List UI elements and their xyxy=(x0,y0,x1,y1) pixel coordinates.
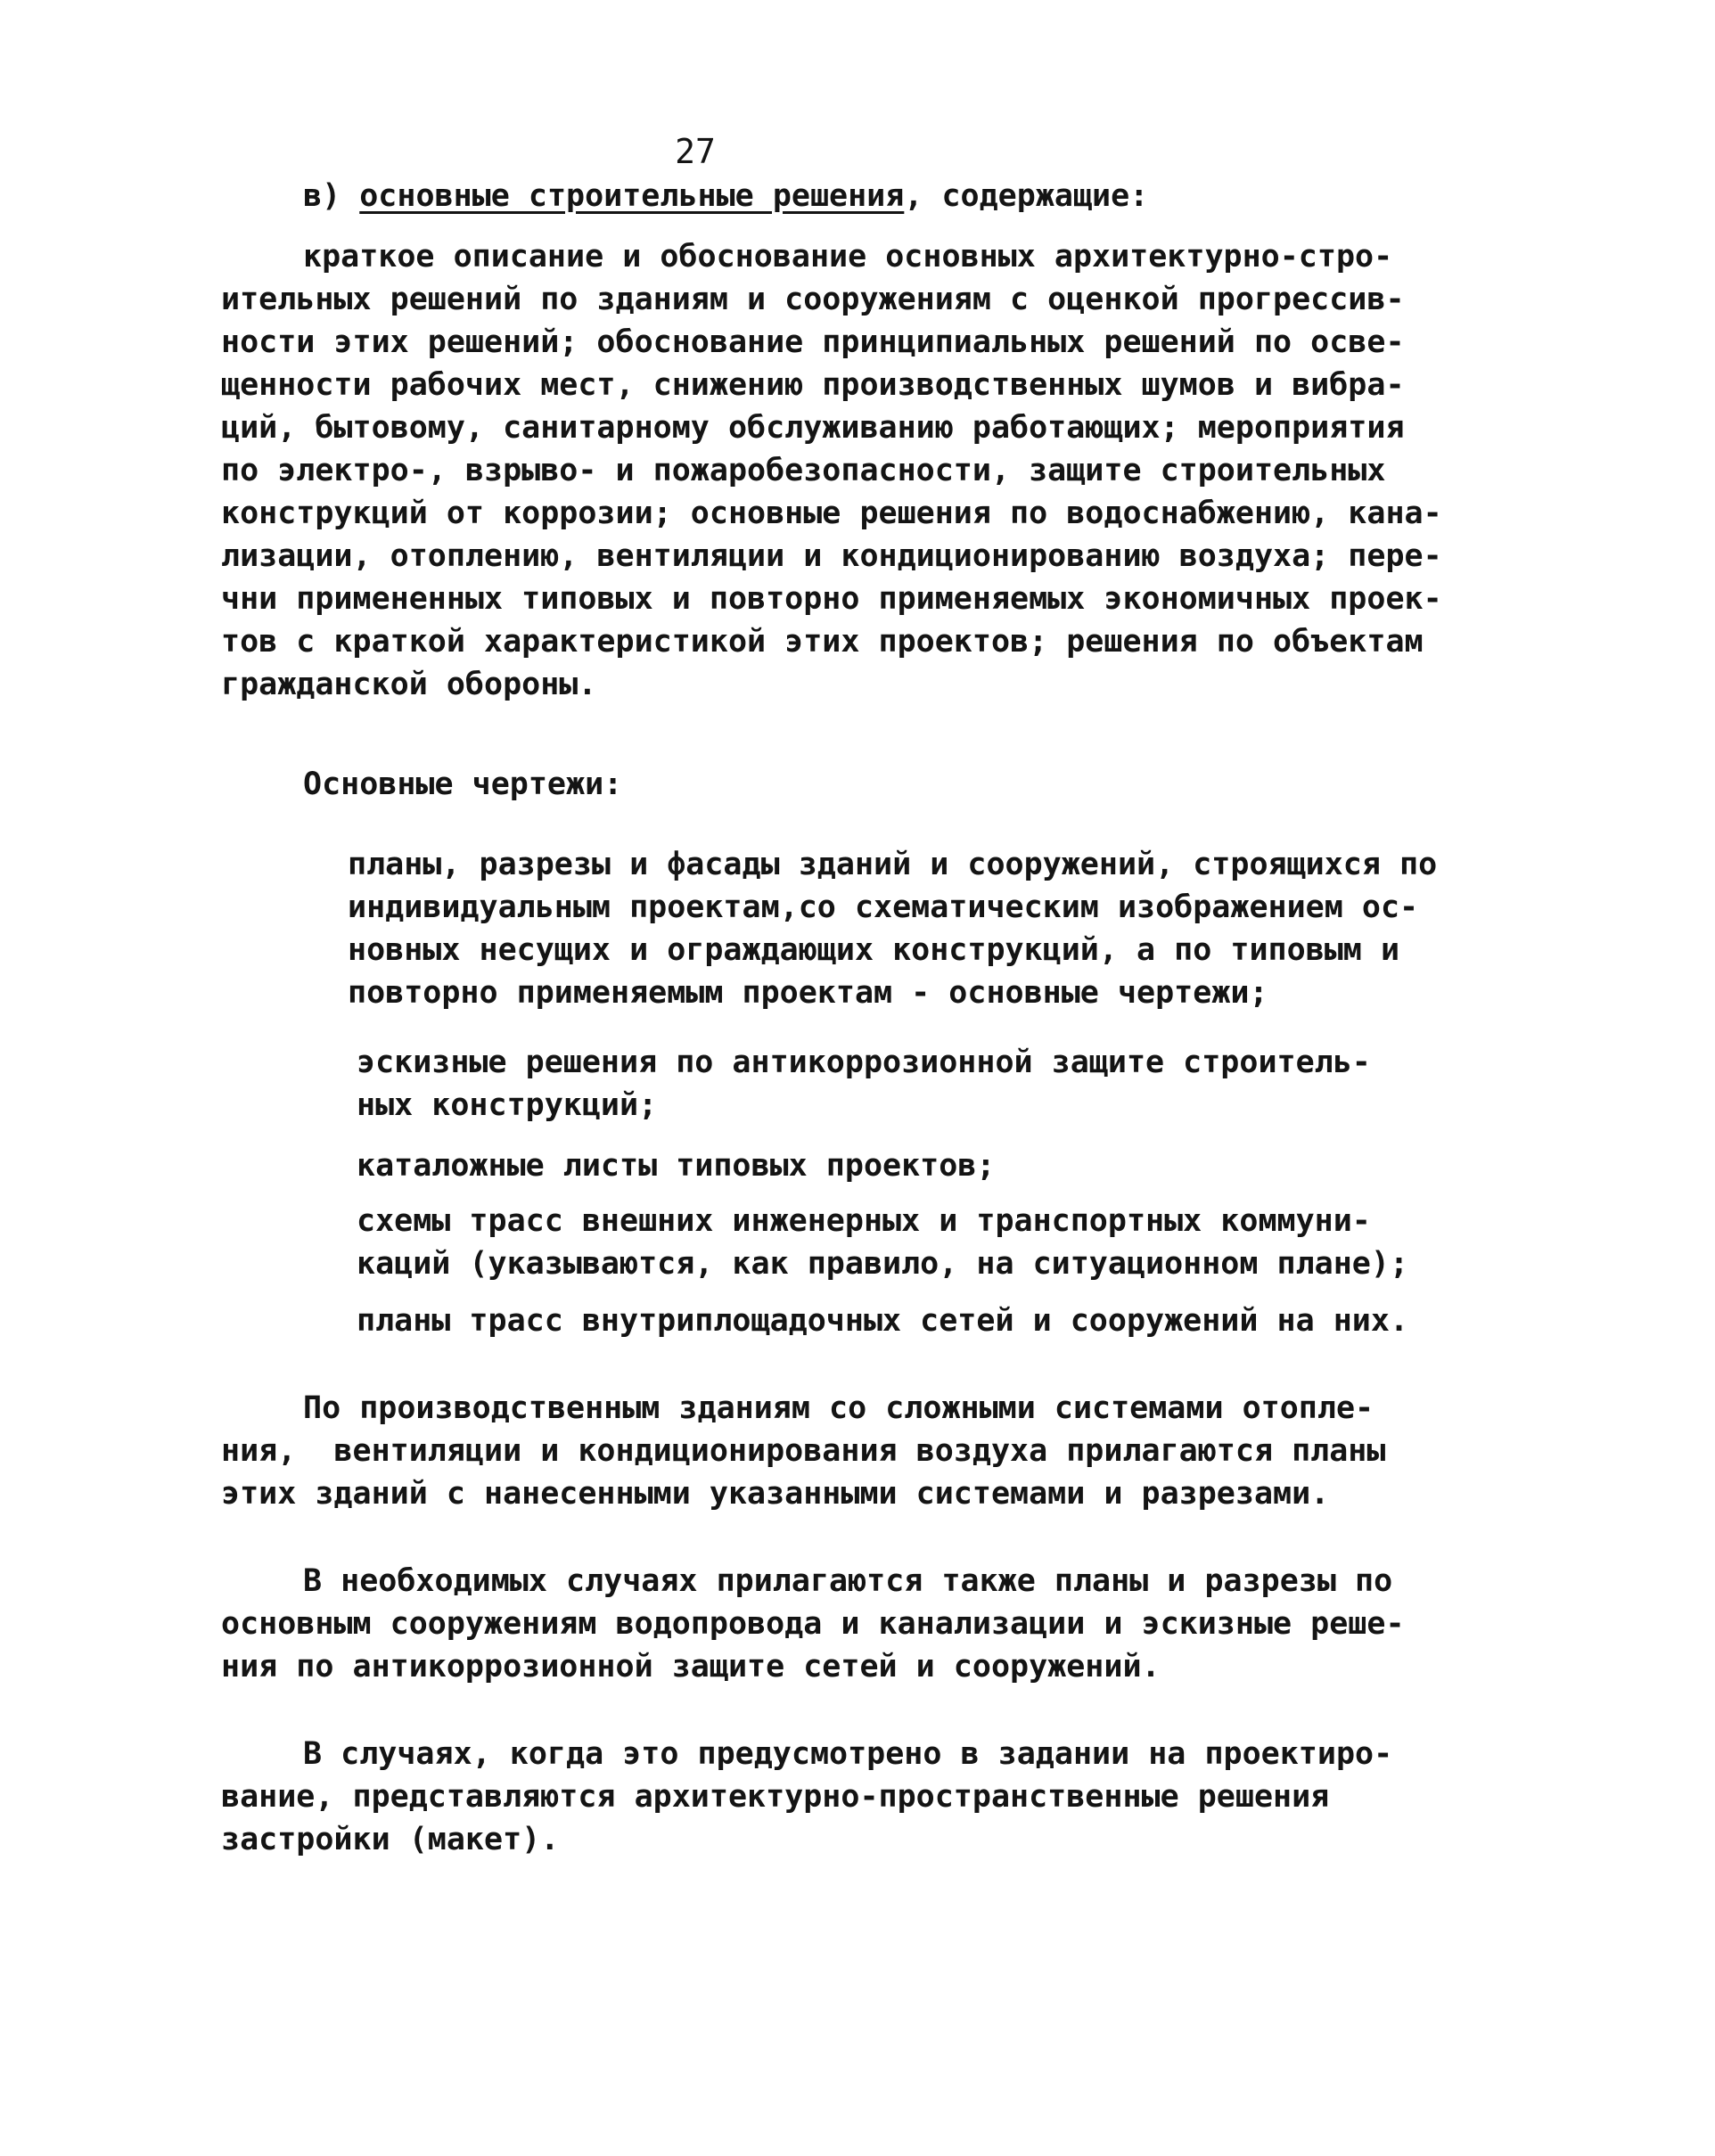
list-item-plans xyxy=(348,843,1437,1014)
paragraph-heating-ventilation xyxy=(221,1387,1385,1515)
text-line: каций (указываются, как правило, на ситуационном плане); xyxy=(357,1246,1409,1282)
text-line: краткое описание и обоснование основных архитектурно-стро- xyxy=(303,239,1393,275)
text-line: гражданской обороны. xyxy=(221,667,597,702)
list-item-internal-routes xyxy=(357,1299,1408,1342)
text-line: ния, вентиляции и кондиционирования воздуха прилагаются планы xyxy=(221,1433,1386,1469)
text-line: По производственным зданиям со сложными системами отопле- xyxy=(303,1390,1374,1426)
text-line: лизации, отоплению, вентиляции и кондиционированию воздуха; пере- xyxy=(221,538,1442,574)
heading-title: основные строительные решения xyxy=(359,178,905,214)
heading-marker: в) xyxy=(303,178,341,214)
text-line: схемы трасс внешних инженерных и транспортных коммуни- xyxy=(357,1203,1371,1239)
drawings-label-text: Основные чертежи: xyxy=(303,766,623,802)
text-line: чни примененных типовых и повторно применяемых экономичных проек- xyxy=(221,581,1442,617)
list-item-anticorrosion xyxy=(357,1041,1371,1127)
text-line: планы трасс внутриплощадочных сетей и сооружений на них. xyxy=(357,1303,1409,1339)
text-line: по электро-, взрыво- и пожаробезопасности, защите строительных xyxy=(221,453,1386,488)
section-heading xyxy=(303,178,1148,214)
text-line: ительных решений по зданиям и сооружениям с оценкой прогрессив- xyxy=(221,282,1405,317)
text-line: этих зданий с нанесенными указанными системами и разрезами. xyxy=(221,1476,1330,1512)
text-line: щенности рабочих мест, снижению производственных шумов и вибра- xyxy=(221,367,1405,403)
text-line: повторно применяемым проектам - основные чертежи; xyxy=(348,975,1268,1011)
text-line: новных несущих и ограждающих конструкций, а по типовым и xyxy=(348,932,1400,968)
paragraph-layout-model xyxy=(221,1733,1392,1861)
text-line: тов с краткой характеристикой этих проектов; решения по объектам xyxy=(221,624,1424,660)
text-line: основным сооружениям водопровода и канализации и эскизные реше- xyxy=(221,1606,1405,1642)
text-line: вание, представляются архитектурно-пространственные решения xyxy=(221,1779,1330,1815)
text-line: ций, бытовому, санитарному обслуживанию работающих; мероприятия xyxy=(221,410,1405,446)
text-line: В случаях, когда это предусмотрено в задании на проектиро- xyxy=(303,1736,1393,1772)
text-line: конструкций от коррозии; основные решения по водоснабжению, кана- xyxy=(221,496,1442,531)
text-line: ных конструкций; xyxy=(357,1087,658,1123)
text-line: застройки (макет). xyxy=(221,1822,560,1857)
text-line: планы, разрезы и фасады зданий и сооружений, строящихся по xyxy=(348,847,1438,882)
page-number: 27 xyxy=(675,132,716,171)
drawings-label xyxy=(303,763,622,806)
text-line: эскизные решения по антикоррозионной защите строитель- xyxy=(357,1045,1371,1080)
heading-suffix: , содержащие: xyxy=(904,178,1149,214)
text-line: ности этих решений; обоснование принципиальных решений по осве- xyxy=(221,324,1405,360)
list-item-external-routes xyxy=(357,1200,1408,1285)
text-line: индивидуальным проектам,со схематическим изображением ос- xyxy=(348,889,1419,925)
text-line: ния по антикоррозионной защите сетей и сооружений. xyxy=(221,1649,1161,1685)
list-item-catalog-sheets xyxy=(357,1144,995,1187)
text-line: каталожные листы типовых проектов; xyxy=(357,1148,996,1184)
paragraph-water-supply xyxy=(221,1560,1405,1688)
text-line: В необходимых случаях прилагаются также планы и разрезы по xyxy=(303,1563,1393,1599)
paragraph-intro xyxy=(221,235,1442,706)
